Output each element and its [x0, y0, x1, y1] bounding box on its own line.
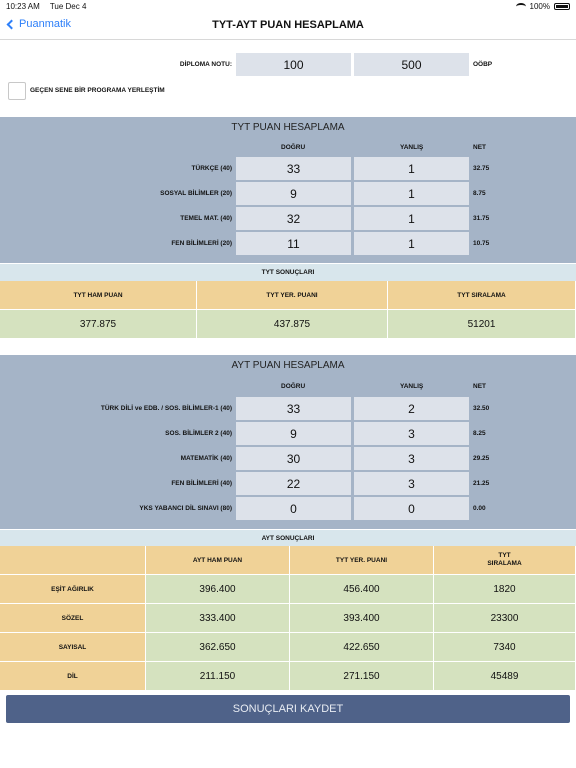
save-results-button[interactable]: SONUÇLARI KAYDET — [6, 695, 570, 723]
tyt-row-label: FEN BİLİMLERİ (20) — [171, 240, 232, 247]
ayt-net-header: NET — [473, 383, 486, 390]
ayt-correct-input[interactable]: 0 — [236, 497, 351, 520]
tyt-sira-header: TYT SIRALAMA — [388, 281, 576, 310]
tyt-wrong-input[interactable]: 1 — [354, 232, 469, 255]
ayt-result-row-label: DİL — [0, 662, 146, 691]
tyt-panel — [0, 117, 576, 263]
obp-input[interactable]: 500 — [354, 53, 469, 76]
ayt-correct-input[interactable]: 30 — [236, 447, 351, 470]
ayt-yer-header: TYT YER. PUANI — [290, 546, 434, 575]
ayt-sira-value: 45489 — [434, 662, 576, 691]
tyt-row-label: SOSYAL BİLİMLER (20) — [160, 190, 232, 197]
ayt-row-label: FEN BİLİMLERİ (40) — [171, 480, 232, 487]
ayt-yer-value: 456.400 — [290, 575, 434, 604]
ayt-panel — [0, 355, 576, 529]
ayt-net-value: 29.25 — [473, 455, 490, 462]
ayt-results-corner — [0, 546, 146, 575]
status-date: Tue Dec 4 — [49, 1, 87, 11]
tyt-row-label: TÜRKÇE (40) — [191, 165, 232, 172]
ayt-result-row-label: SÖZEL — [0, 604, 146, 633]
ayt-wrong-input[interactable]: 0 — [354, 497, 469, 520]
ayt-sira-header: TYT SIRALAMA — [434, 546, 576, 575]
tyt-correct-input[interactable]: 9 — [236, 182, 351, 205]
tyt-ham-value: 377.875 — [0, 310, 197, 339]
ayt-yer-value: 271.150 — [290, 662, 434, 691]
ayt-row-label: MATEMATİK (40) — [180, 455, 232, 462]
tyt-row-label: TEMEL MAT. (40) — [180, 215, 232, 222]
ayt-ham-header: AYT HAM PUAN — [146, 546, 290, 575]
ayt-yer-value: 393.400 — [290, 604, 434, 633]
previous-year-checkbox[interactable] — [8, 82, 26, 100]
ayt-net-value: 32.50 — [473, 405, 490, 412]
tyt-ham-header: TYT HAM PUAN — [0, 281, 197, 310]
ayt-sira-value: 7340 — [434, 633, 576, 662]
ayt-correct-input[interactable]: 33 — [236, 397, 351, 420]
ayt-correct-header: DOĞRU — [281, 383, 306, 390]
tyt-net-value: 8.75 — [473, 190, 486, 197]
navigation-bar — [0, 12, 576, 40]
ayt-correct-input[interactable]: 22 — [236, 472, 351, 495]
ayt-net-value: 8.25 — [473, 430, 486, 437]
obp-label: OÖBP — [473, 61, 493, 68]
tyt-correct-input[interactable]: 32 — [236, 207, 351, 230]
battery-percent: 100% — [529, 1, 550, 11]
ayt-wrong-header: YANLIŞ — [400, 383, 424, 390]
diploma-label: DİPLOMA NOTU: — [179, 61, 232, 68]
ayt-ham-value: 396.400 — [146, 575, 290, 604]
ayt-result-row-label: SAYISAL — [0, 633, 146, 662]
ayt-wrong-input[interactable]: 3 — [354, 447, 469, 470]
back-label: Puanmatik — [19, 18, 71, 30]
diploma-form — [0, 41, 576, 116]
ayt-wrong-input[interactable]: 3 — [354, 422, 469, 445]
tyt-net-value: 32.75 — [473, 165, 490, 172]
ayt-yer-value: 422.650 — [290, 633, 434, 662]
ayt-net-value: 0.00 — [473, 505, 486, 512]
ayt-row-label: TÜRK DİLİ ve EDB. / SOS. BİLİMLER-1 (40) — [100, 405, 232, 412]
tyt-wrong-input[interactable]: 1 — [354, 182, 469, 205]
ayt-ham-value: 362.650 — [146, 633, 290, 662]
ayt-results-title: AYT SONUÇLARI — [0, 530, 576, 546]
ayt-ham-value: 211.150 — [146, 662, 290, 691]
tyt-net-header: NET — [473, 144, 486, 151]
tyt-wrong-header: YANLIŞ — [400, 144, 424, 151]
ayt-row-label: YKS YABANCI DİL SINAVI (80) — [139, 505, 232, 512]
tyt-correct-input[interactable]: 11 — [236, 232, 351, 255]
ayt-row-label: SOS. BİLİMLER 2 (40) — [165, 430, 232, 437]
previous-year-label: GEÇEN SENE BİR PROGRAMA YERLEŞTİM — [30, 87, 165, 94]
ayt-wrong-input[interactable]: 2 — [354, 397, 469, 420]
tyt-correct-header: DOĞRU — [281, 144, 306, 151]
ayt-wrong-input[interactable]: 3 — [354, 472, 469, 495]
ayt-sira-value: 23300 — [434, 604, 576, 633]
ayt-sira-value: 1820 — [434, 575, 576, 604]
ayt-net-value: 21.25 — [473, 480, 490, 487]
diploma-input[interactable]: 100 — [236, 53, 351, 76]
tyt-correct-input[interactable]: 33 — [236, 157, 351, 180]
ayt-result-row-label: EŞİT AĞIRLIK — [0, 575, 146, 604]
tyt-wrong-input[interactable]: 1 — [354, 157, 469, 180]
tyt-results-title: TYT SONUÇLARI — [0, 264, 576, 281]
tyt-net-value: 10.75 — [473, 240, 490, 247]
battery-icon — [554, 3, 570, 10]
status-bar — [0, 0, 576, 12]
tyt-net-value: 31.75 — [473, 215, 490, 222]
ayt-correct-input[interactable]: 9 — [236, 422, 351, 445]
tyt-sira-value: 51201 — [388, 310, 576, 339]
tyt-yer-header: TYT YER. PUANI — [197, 281, 388, 310]
tyt-wrong-input[interactable]: 1 — [354, 207, 469, 230]
ayt-ham-value: 333.400 — [146, 604, 290, 633]
wifi-icon — [516, 3, 526, 10]
ayt-title: AYT PUAN HESAPLAMA — [231, 360, 345, 371]
tyt-title: TYT PUAN HESAPLAMA — [231, 122, 345, 133]
status-time: 10:23 AM — [6, 1, 40, 11]
page-title: TYT-AYT PUAN HESAPLAMA — [212, 19, 364, 31]
tyt-yer-value: 437.875 — [197, 310, 388, 339]
